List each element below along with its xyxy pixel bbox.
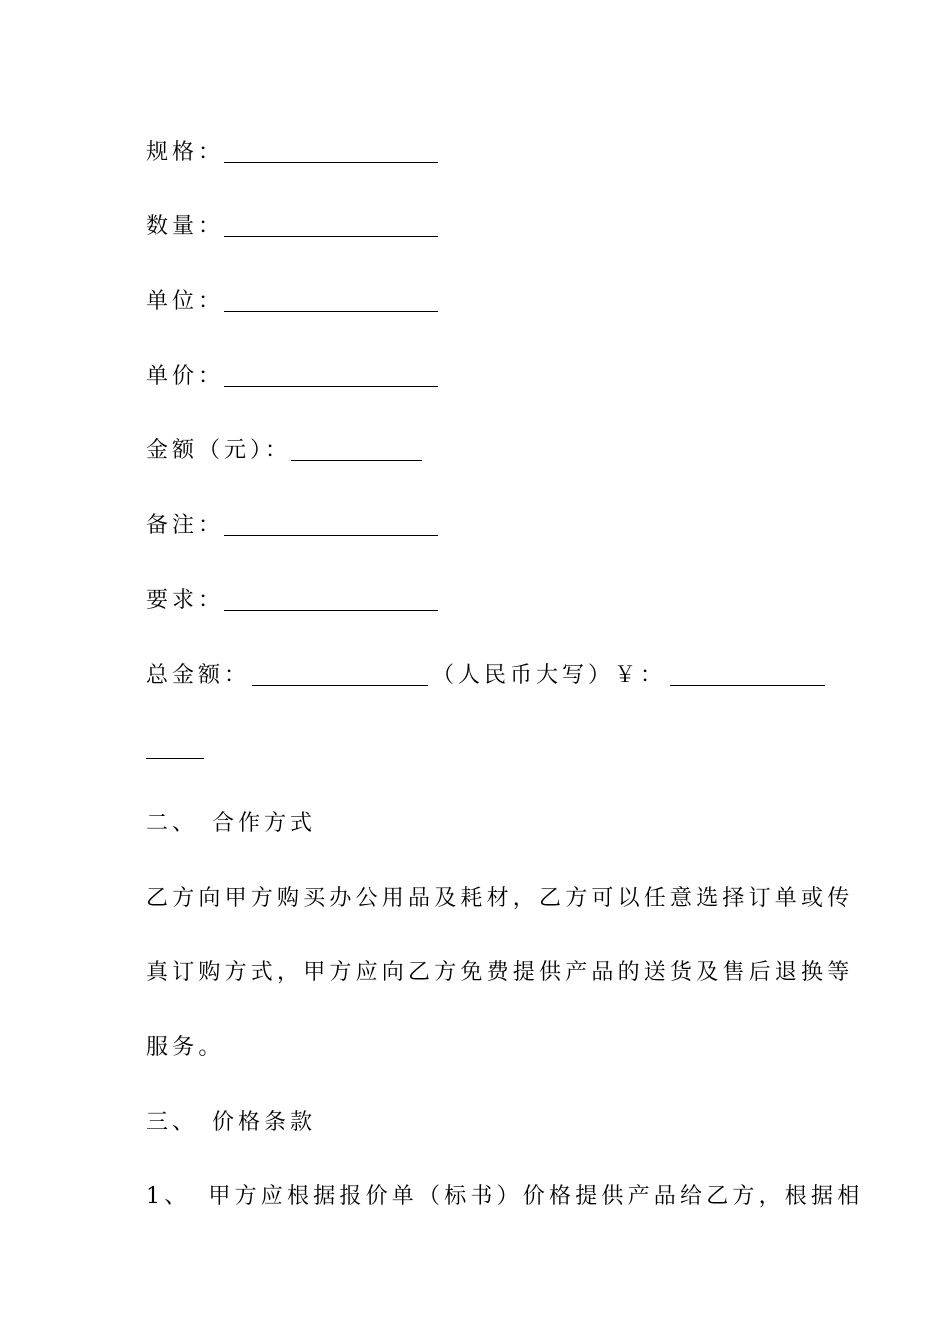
section-3-item-1	[146, 1182, 864, 1212]
remark-blank[interactable]	[224, 515, 438, 536]
unit-price-label: 单价：	[146, 364, 225, 389]
section-2-line-1: 乙方向甲方购买办公用品及耗材，乙方可以任意选择订单或传	[146, 886, 854, 911]
section-3-number: 三、	[146, 1110, 199, 1135]
quantity-field	[146, 212, 438, 242]
amount-label: 金额（元）：	[146, 438, 292, 463]
unit-label: 单位：	[146, 289, 225, 314]
amount-blank[interactable]	[291, 440, 422, 461]
total-amount-field	[146, 661, 825, 691]
section-3-item-1-number: 1、	[146, 1184, 191, 1209]
section-2-line-2: 真订购方式，甲方应向乙方免费提供产品的送货及售后退换等	[146, 960, 854, 985]
unit-price-blank[interactable]	[224, 366, 438, 387]
section-2-heading	[146, 809, 316, 839]
remark-label: 备注：	[146, 513, 225, 538]
spec-label: 规格：	[146, 140, 225, 165]
remark-field	[146, 511, 438, 541]
unit-price-field	[146, 362, 438, 392]
spec-field	[146, 138, 438, 168]
unit-blank[interactable]	[224, 291, 438, 312]
total-yen-blank[interactable]	[670, 665, 825, 686]
total-yen-blank-continuation[interactable]	[146, 758, 204, 759]
section-2-title: 合作方式	[212, 811, 317, 836]
section-2-line-3: 服务。	[146, 1035, 225, 1060]
spec-blank[interactable]	[224, 142, 438, 163]
quantity-label: 数量：	[146, 214, 225, 239]
section-3-heading	[146, 1108, 316, 1138]
amount-field	[146, 436, 422, 466]
requirement-field	[146, 586, 438, 616]
section-3-title: 价格条款	[212, 1110, 317, 1135]
unit-field	[146, 287, 438, 317]
section-3-item-1-text: 甲方应根据报价单（标书）价格提供产品给乙方，根据相	[208, 1184, 864, 1209]
quantity-blank[interactable]	[224, 216, 438, 237]
section-2-number: 二、	[146, 811, 199, 836]
requirement-label: 要求：	[146, 588, 225, 613]
total-rmb-text: （人民币大写）	[432, 663, 615, 688]
total-amount-label: 总金额：	[146, 663, 251, 688]
total-yen-label: ￥：	[614, 663, 667, 688]
requirement-blank[interactable]	[224, 590, 438, 611]
total-rmb-blank[interactable]	[252, 665, 428, 686]
